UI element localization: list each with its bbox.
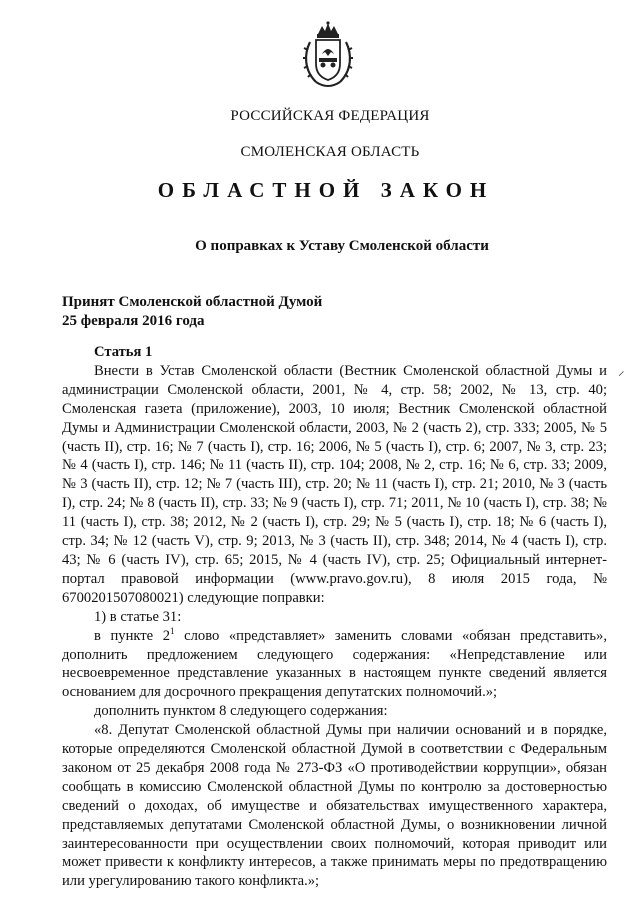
item-1b-paragraph: дополнить пунктом 8 следующего содержания: xyxy=(94,703,388,720)
article-body xyxy=(62,343,607,891)
item-1-paragraph: 1) в статье 31: xyxy=(94,608,182,625)
margin-mark: ⸝ xyxy=(618,363,625,378)
adoption-date-line: 25 февраля 2016 года xyxy=(62,313,205,329)
country-name: РОССИЙСКАЯ ФЕДЕРАЦИЯ xyxy=(230,108,430,124)
item-1c-paragraph: «8. Депутат Смоленской областной Думы при наличии оснований и в порядке, которые определяются Смоленской областной Думой в соответствии с Федеральным законом от 25 декабря 2008 года № 273-ФЗ «О противодействии коррупции», обязан сообщать в комиссию Смоленской областной Думы по контролю за достоверностью сведений о доходах, об имуществе и обязательствах имущественного характера, представляемых депутатами Смоленской областной Думы, о возникновении личной заинтересованности при осуществлении своих полномочий, которая приводит или может привести к конфликту интересов, а также принимать меры по предотвращению или урегулированию такого конфликта.»; xyxy=(62,722,607,890)
item-1a-rest: слово «представляет» заменить словами «обязан представить», дополнить предложением следующего содержания: «Непредставление или несвоевременное представление указанных в настоящем пункте сведений является основанием для досрочного прекращения депутатских полномочий.»; xyxy=(62,627,608,701)
coat-of-arms-icon xyxy=(296,20,360,92)
law-subject-title: О поправках к Уставу Смоленской области xyxy=(195,238,489,254)
region-name: СМОЛЕНСКАЯ ОБЛАСТЬ xyxy=(240,144,420,160)
item-1a-superscript: 1 xyxy=(170,625,175,636)
item-1a-prefix: в пункте 2 xyxy=(94,627,171,644)
item-1a-paragraph xyxy=(62,627,607,703)
adopted-by-line: Принят Смоленской областной Думой xyxy=(62,294,323,310)
document-type-title: ОБЛАСТНОЙ ЗАКОН xyxy=(157,178,495,202)
article-intro-paragraph: Внести в Устав Смоленской области (Вестник Смоленской областной Думы и администрации Смоленской области, 2001, № 4, стр. 58; 2002, № 13, стр. 40; Смоленская газета (приложение), 2003, 10 июля; Вестник Смоленской областной Думы и Администрации Смоленской области, 2003, № 2 (часть 2), стр. 333; 2005, № 5 (часть II), стр. 16; № 7 (часть I), стр. 16; 2006, № 5 (часть I), стр. 6; 2007, № 3, стр. 23; № 4 (часть I), стр. 146; № 11 (часть II), стр. 104; 2008, № 2, стр. 16; № 6, стр. 33; 2009, № 3 (часть II), стр. 12; № 7 (часть III), стр. 20; № 11 (часть I), стр. 21; 2010, № 3 (часть I), стр. 24; № 8 (часть II), стр. 33; № 9 (часть I), стр. 71; 2011, № 10 (часть I), стр. 38; № 11 (часть I), стр. 38; 2012, № 2 (часть I), стр. 29; № 5 (часть I), стр. 18; № 6 (часть I), стр. 34; № 12 (часть V), стр. 9; 2013, № 3 (часть II), стр. 348; 2014, № 4 (часть I), стр. 43; № 6 (часть IV), стр. 65; 2015, № 4 (часть IV), стр. 25; Официальный интернет-портал правовой информации (www.pravo.gov.ru), 8 июля 2015 года, № 6700201507080021) следующие поправки: xyxy=(62,362,607,606)
article-heading: Статья 1 xyxy=(94,344,153,360)
